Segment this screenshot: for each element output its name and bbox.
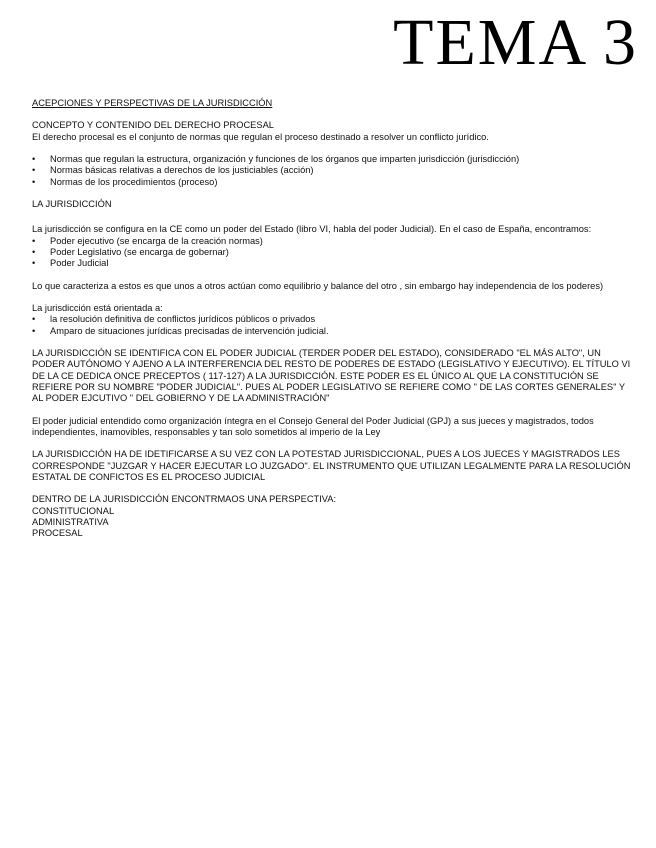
jurisdiccion-intro: La jurisdicción se configura en la CE como un poder del Estado (libro VI, habla del poder Judicial). En el caso de España, encontramos: xyxy=(32,224,592,235)
perspectiva-intro: DENTRO DE LA JURISDICCIÓN ENCONTRMAOS UNA PERSPECTIVA: xyxy=(32,494,337,505)
cgpj-paragraph: El poder judicial entendido como organización íntegra en el Consejo General del Poder Judicial (GPJ) a sus jueces y magistrados, todos independientes, inamovibles, responsables y tan solo sometidos al imperio de la Ley xyxy=(32,415,594,437)
list-item: • Amparo de situaciones jurídicas precisadas de intervención judicial. xyxy=(32,326,632,337)
normas-list xyxy=(32,154,632,188)
list-item: • Poder ejecutivo (se encarga de la creación normas) xyxy=(32,236,632,247)
perspectiva-item: PROCESAL xyxy=(32,528,83,539)
list-item: • la resolución definitiva de conflictos jurídicos públicos o privados xyxy=(32,314,632,325)
list-item: • Normas que regulan la estructura, organización y funciones de los órganos que imparten jurisdicción (jurisdicción) xyxy=(32,154,632,165)
list-item: • Poder Legislativo (se encarga de gobernar) xyxy=(32,247,632,258)
perspectiva-item: ADMINISTRATIVA xyxy=(32,516,109,527)
perspectiva-block xyxy=(32,494,632,539)
perspectiva-item: CONSTITUCIONAL xyxy=(32,505,115,516)
poderes-list xyxy=(32,236,632,270)
section-heading-acepciones: ACEPCIONES Y PERSPECTIVAS DE LA JURISDICCIÓN xyxy=(32,98,273,108)
list-item: • Normas de los procedimientos (proceso) xyxy=(32,177,632,188)
orientada-list xyxy=(32,314,632,337)
document-body xyxy=(32,98,632,540)
page-title: TEMA 3 xyxy=(393,6,638,79)
caracteriza-text: Lo que caracteriza a estos es que unos a otros actúan como equilibrio y balance del otro , sin embargo hay independencia de los poderes) xyxy=(32,280,604,291)
potestad-paragraph: LA JURISDICCIÓN HA DE IDETIFICARSE A SU VEZ CON LA POTESTAD JURISDICCIONAL, PUES A LOS JUECES Y MAGISTRADOS LES CORRESPONDE "JUZGAR Y HACER EJECUTAR LO JUZGADO". EL INSTRUMENTO QUE UTILIZAN LEGALMENTE PARA LA RESOLUCIÓN ESTATAL DE CONFICTOS ES EL PROCESO JUDICIAL xyxy=(32,449,631,482)
concepto-text: El derecho procesal es el conjunto de normas que regulan el proceso destinado a resolver un conflicto jurídico. xyxy=(32,131,489,142)
identifica-paragraph: LA JURISDICCIÓN SE IDENTIFICA CON EL PODER JUDICIAL (TERDER PODER DEL ESTADO), CONSIDERADO "EL MÁS ALTO", UN PODER AUTÓNOMO Y AJENO A LA INTERFERENCIA DEL RESTO DE PODERES DE ESTADO (LEGISLATIVO Y EJECUTIVO). EL TÍTULO VI DE LA CE DEDICA ONCE PRECEPTOS ( 117-127) A LA JURISDICCIÓN. ESTE PODER ES EL ÚNICO AL QUE LA CONSTITUCIÓN SE REFIERE POR SU NOMBRE "PODER JUDICIAL". PUES AL PODER LEGISLATIVO SE REFIERE COMO " DE LAS CORTES GENERALES" Y AL PODER EJCUTIVO " DEL GOBIERNO Y DE LA ADMINISTRACIÓN" xyxy=(32,347,631,404)
orientada-intro: La jurisdicción está orientada a: xyxy=(32,302,163,313)
concepto-block xyxy=(32,120,632,143)
section-heading-jurisdiccion: LA JURISDICCIÓN xyxy=(32,198,112,209)
section-heading-concepto: CONCEPTO Y CONTENIDO DEL DERECHO PROCESAL xyxy=(32,120,274,131)
list-item: • Normas básicas relativas a derechos de los justiciables (acción) xyxy=(32,165,632,176)
list-item: • Poder Judicial xyxy=(32,258,632,269)
